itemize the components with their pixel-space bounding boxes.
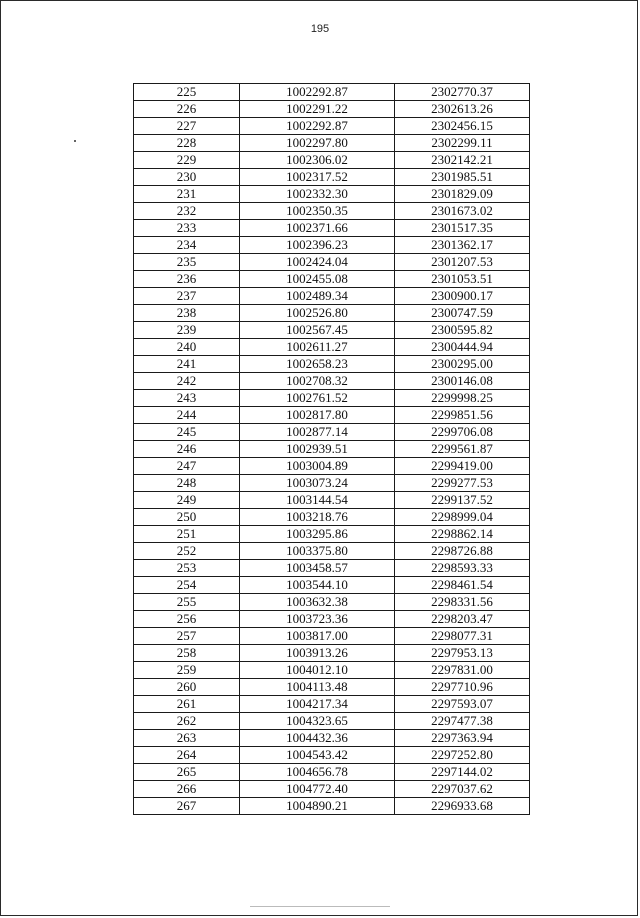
y-coordinate-cell: 2300295.00 xyxy=(395,356,530,373)
table-row xyxy=(134,407,530,424)
y-coordinate-cell: 2302142.21 xyxy=(395,152,530,169)
table-row xyxy=(134,135,530,152)
y-coordinate-cell: 2302770.37 xyxy=(395,84,530,101)
y-coordinate-cell: 2298203.47 xyxy=(395,611,530,628)
table-row xyxy=(134,237,530,254)
table-row xyxy=(134,781,530,798)
x-coordinate-cell: 1004656.78 xyxy=(240,764,395,781)
x-coordinate-cell: 1002297.80 xyxy=(240,135,395,152)
table-row xyxy=(134,577,530,594)
x-coordinate-cell: 1002396.23 xyxy=(240,237,395,254)
y-coordinate-cell: 2297593.07 xyxy=(395,696,530,713)
table-row xyxy=(134,764,530,781)
table-row xyxy=(134,441,530,458)
x-coordinate-cell: 1002291.22 xyxy=(240,101,395,118)
table-row xyxy=(134,186,530,203)
x-coordinate-cell: 1004217.34 xyxy=(240,696,395,713)
table-row xyxy=(134,373,530,390)
point-number-cell: 241 xyxy=(134,356,240,373)
point-number-cell: 232 xyxy=(134,203,240,220)
y-coordinate-cell: 2301053.51 xyxy=(395,271,530,288)
x-coordinate-cell: 1003295.86 xyxy=(240,526,395,543)
table-row xyxy=(134,645,530,662)
y-coordinate-cell: 2299561.87 xyxy=(395,441,530,458)
table-row xyxy=(134,220,530,237)
x-coordinate-cell: 1002350.35 xyxy=(240,203,395,220)
x-coordinate-cell: 1002424.04 xyxy=(240,254,395,271)
y-coordinate-cell: 2299277.53 xyxy=(395,475,530,492)
table-row xyxy=(134,101,530,118)
y-coordinate-cell: 2297252.80 xyxy=(395,747,530,764)
table-row xyxy=(134,356,530,373)
point-number-cell: 238 xyxy=(134,305,240,322)
point-number-cell: 229 xyxy=(134,152,240,169)
x-coordinate-cell: 1004772.40 xyxy=(240,781,395,798)
x-coordinate-cell: 1002317.52 xyxy=(240,169,395,186)
coordinate-table-body xyxy=(134,84,530,815)
table-row xyxy=(134,254,530,271)
x-coordinate-cell: 1002939.51 xyxy=(240,441,395,458)
y-coordinate-cell: 2299706.08 xyxy=(395,424,530,441)
table-row xyxy=(134,798,530,815)
point-number-cell: 259 xyxy=(134,662,240,679)
point-number-cell: 249 xyxy=(134,492,240,509)
y-coordinate-cell: 2299998.25 xyxy=(395,390,530,407)
point-number-cell: 246 xyxy=(134,441,240,458)
point-number-cell: 260 xyxy=(134,679,240,696)
point-number-cell: 263 xyxy=(134,730,240,747)
x-coordinate-cell: 1002371.66 xyxy=(240,220,395,237)
table-row xyxy=(134,203,530,220)
table-row xyxy=(134,509,530,526)
point-number-cell: 236 xyxy=(134,271,240,288)
table-row xyxy=(134,730,530,747)
table-row xyxy=(134,696,530,713)
x-coordinate-cell: 1004113.48 xyxy=(240,679,395,696)
y-coordinate-cell: 2297710.96 xyxy=(395,679,530,696)
y-coordinate-cell: 2302613.26 xyxy=(395,101,530,118)
point-number-cell: 242 xyxy=(134,373,240,390)
x-coordinate-cell: 1002761.52 xyxy=(240,390,395,407)
y-coordinate-cell: 2299419.00 xyxy=(395,458,530,475)
y-coordinate-cell: 2302299.11 xyxy=(395,135,530,152)
table-row xyxy=(134,390,530,407)
point-number-cell: 247 xyxy=(134,458,240,475)
x-coordinate-cell: 1004543.42 xyxy=(240,747,395,764)
y-coordinate-cell: 2298593.33 xyxy=(395,560,530,577)
table-row xyxy=(134,679,530,696)
x-coordinate-cell: 1004890.21 xyxy=(240,798,395,815)
point-number-cell: 258 xyxy=(134,645,240,662)
x-coordinate-cell: 1002567.45 xyxy=(240,322,395,339)
x-coordinate-cell: 1003913.26 xyxy=(240,645,395,662)
table-row xyxy=(134,339,530,356)
table-row xyxy=(134,424,530,441)
y-coordinate-cell: 2299851.56 xyxy=(395,407,530,424)
x-coordinate-cell: 1003817.00 xyxy=(240,628,395,645)
table-row xyxy=(134,322,530,339)
point-number-cell: 264 xyxy=(134,747,240,764)
bottom-rule xyxy=(250,906,390,907)
y-coordinate-cell: 2300747.59 xyxy=(395,305,530,322)
point-number-cell: 265 xyxy=(134,764,240,781)
table-row xyxy=(134,458,530,475)
x-coordinate-cell: 1002292.87 xyxy=(240,118,395,135)
y-coordinate-cell: 2297953.13 xyxy=(395,645,530,662)
table-row xyxy=(134,560,530,577)
y-coordinate-cell: 2301985.51 xyxy=(395,169,530,186)
table-row xyxy=(134,152,530,169)
point-number-cell: 254 xyxy=(134,577,240,594)
point-number-cell: 256 xyxy=(134,611,240,628)
page-number: 195 xyxy=(310,23,330,35)
table-row xyxy=(134,543,530,560)
x-coordinate-cell: 1004323.65 xyxy=(240,713,395,730)
y-coordinate-cell: 2297831.00 xyxy=(395,662,530,679)
point-number-cell: 257 xyxy=(134,628,240,645)
point-number-cell: 237 xyxy=(134,288,240,305)
y-coordinate-cell: 2301362.17 xyxy=(395,237,530,254)
x-coordinate-cell: 1002455.08 xyxy=(240,271,395,288)
x-coordinate-cell: 1003723.36 xyxy=(240,611,395,628)
point-number-cell: 267 xyxy=(134,798,240,815)
y-coordinate-cell: 2298862.14 xyxy=(395,526,530,543)
y-coordinate-cell: 2301829.09 xyxy=(395,186,530,203)
point-number-cell: 252 xyxy=(134,543,240,560)
point-number-cell: 253 xyxy=(134,560,240,577)
point-number-cell: 243 xyxy=(134,390,240,407)
x-coordinate-cell: 1003073.24 xyxy=(240,475,395,492)
y-coordinate-cell: 2299137.52 xyxy=(395,492,530,509)
y-coordinate-cell: 2297477.38 xyxy=(395,713,530,730)
point-number-cell: 235 xyxy=(134,254,240,271)
y-coordinate-cell: 2300444.94 xyxy=(395,339,530,356)
point-number-cell: 230 xyxy=(134,169,240,186)
y-coordinate-cell: 2300595.82 xyxy=(395,322,530,339)
y-coordinate-cell: 2297144.02 xyxy=(395,764,530,781)
point-number-cell: 239 xyxy=(134,322,240,339)
point-number-cell: 231 xyxy=(134,186,240,203)
table-row xyxy=(134,271,530,288)
table-row xyxy=(134,594,530,611)
table-row xyxy=(134,747,530,764)
table-row xyxy=(134,526,530,543)
table-row xyxy=(134,492,530,509)
y-coordinate-cell: 2301517.35 xyxy=(395,220,530,237)
table-row xyxy=(134,169,530,186)
table-row xyxy=(134,475,530,492)
point-number-cell: 245 xyxy=(134,424,240,441)
point-number-cell: 226 xyxy=(134,101,240,118)
x-coordinate-cell: 1002306.02 xyxy=(240,152,395,169)
y-coordinate-cell: 2300900.17 xyxy=(395,288,530,305)
table-row xyxy=(134,662,530,679)
coordinate-table xyxy=(133,83,530,815)
y-coordinate-cell: 2301207.53 xyxy=(395,254,530,271)
x-coordinate-cell: 1002332.30 xyxy=(240,186,395,203)
table-row xyxy=(134,84,530,101)
x-coordinate-cell: 1002658.23 xyxy=(240,356,395,373)
point-number-cell: 227 xyxy=(134,118,240,135)
y-coordinate-cell: 2298999.04 xyxy=(395,509,530,526)
table-row xyxy=(134,628,530,645)
x-coordinate-cell: 1002708.32 xyxy=(240,373,395,390)
point-number-cell: 261 xyxy=(134,696,240,713)
y-coordinate-cell: 2298331.56 xyxy=(395,594,530,611)
y-coordinate-cell: 2297037.62 xyxy=(395,781,530,798)
y-coordinate-cell: 2298726.88 xyxy=(395,543,530,560)
x-coordinate-cell: 1004012.10 xyxy=(240,662,395,679)
x-coordinate-cell: 1003218.76 xyxy=(240,509,395,526)
point-number-cell: 262 xyxy=(134,713,240,730)
table-row xyxy=(134,611,530,628)
point-number-cell: 255 xyxy=(134,594,240,611)
point-number-cell: 225 xyxy=(134,84,240,101)
point-number-cell: 248 xyxy=(134,475,240,492)
y-coordinate-cell: 2302456.15 xyxy=(395,118,530,135)
table-row xyxy=(134,288,530,305)
y-coordinate-cell: 2301673.02 xyxy=(395,203,530,220)
y-coordinate-cell: 2297363.94 xyxy=(395,730,530,747)
table-row xyxy=(134,118,530,135)
x-coordinate-cell: 1002489.34 xyxy=(240,288,395,305)
x-coordinate-cell: 1002877.14 xyxy=(240,424,395,441)
x-coordinate-cell: 1002292.87 xyxy=(240,84,395,101)
y-coordinate-cell: 2296933.68 xyxy=(395,798,530,815)
x-coordinate-cell: 1003632.38 xyxy=(240,594,395,611)
point-number-cell: 240 xyxy=(134,339,240,356)
x-coordinate-cell: 1003458.57 xyxy=(240,560,395,577)
x-coordinate-cell: 1002817.80 xyxy=(240,407,395,424)
x-coordinate-cell: 1003004.89 xyxy=(240,458,395,475)
point-number-cell: 244 xyxy=(134,407,240,424)
x-coordinate-cell: 1002611.27 xyxy=(240,339,395,356)
x-coordinate-cell: 1003544.10 xyxy=(240,577,395,594)
x-coordinate-cell: 1002526.80 xyxy=(240,305,395,322)
x-coordinate-cell: 1004432.36 xyxy=(240,730,395,747)
point-number-cell: 266 xyxy=(134,781,240,798)
x-coordinate-cell: 1003375.80 xyxy=(240,543,395,560)
x-coordinate-cell: 1003144.54 xyxy=(240,492,395,509)
point-number-cell: 251 xyxy=(134,526,240,543)
y-coordinate-cell: 2298077.31 xyxy=(395,628,530,645)
y-coordinate-cell: 2300146.08 xyxy=(395,373,530,390)
point-number-cell: 234 xyxy=(134,237,240,254)
point-number-cell: 228 xyxy=(134,135,240,152)
scan-speck xyxy=(74,140,76,142)
table-row xyxy=(134,305,530,322)
point-number-cell: 233 xyxy=(134,220,240,237)
y-coordinate-cell: 2298461.54 xyxy=(395,577,530,594)
table-row xyxy=(134,713,530,730)
point-number-cell: 250 xyxy=(134,509,240,526)
